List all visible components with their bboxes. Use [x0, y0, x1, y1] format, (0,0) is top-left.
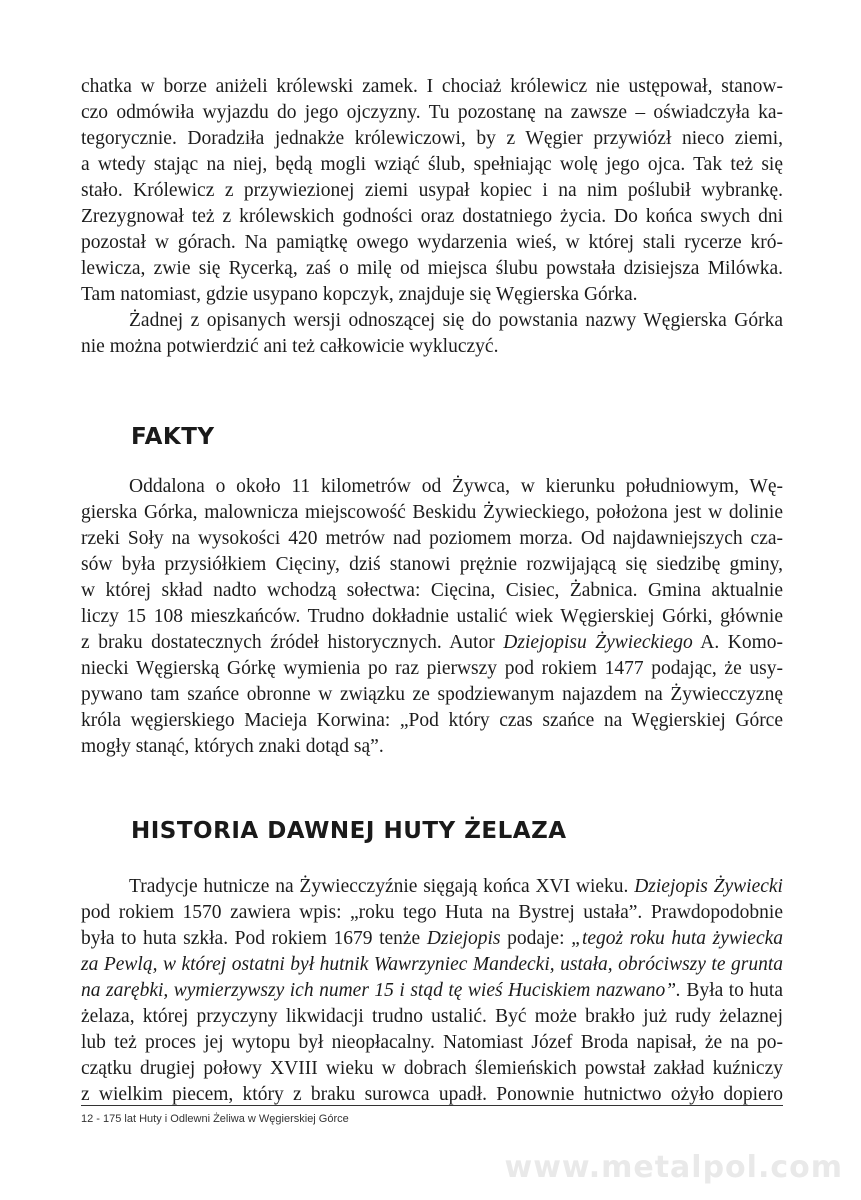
text-line: stało. Królewicz z przywiezionej ziemi usypał kopiec i na nim poślubił wybrankę.	[81, 180, 783, 201]
text-line: z braku dostatecznych źródeł historycznych. Autor Dziejopisu Żywieckiego A. Komo-	[81, 632, 784, 653]
historia-paragraph	[81, 874, 783, 1108]
text-line: w której skład nadto wchodzą sołectwa: Cięcina, Cisiec, Żabnica. Gmina aktualnie	[81, 580, 783, 601]
text-line: liczy 15 108 mieszkańców. Trudno dokładnie ustalić wiek Węgierskiej Górki, głównie	[81, 606, 783, 627]
text-line: była to huta szkła. Pod rokiem 1679 tenże Dziejopis podaje: „tegoż roku huta żywiecka	[81, 928, 784, 949]
section-heading-historia: HISTORIA DAWNEJ HUTY ŻELAZA	[131, 818, 567, 844]
watermark: www.metalpol.com	[504, 1150, 843, 1185]
text-line: chatka w borze aniżeli królewski zamek. I chociaż królewicz nie ustępował, stanow-	[81, 76, 783, 97]
text-line: Zrezygnował też z królewskich godności oraz dostatniego życia. Do końca swych dni	[81, 206, 783, 227]
text-line: Żadnej z opisanych wersji odnoszącej się do powstania nazwy Węgierska Górka	[129, 310, 783, 331]
text-line: na zarębki, wymierzywszy ich numer 15 i stąd tę wieś Huciskiem nazwano”. Była to huta	[81, 980, 784, 1001]
text-line: rzeki Soły na wysokości 420 metrów nad poziomem morza. Od najdawniejszych cza-	[81, 528, 783, 549]
quotation: na zarębki, wymierzywszy ich numer 15 i stąd tę wieś Huciskiem nazwano”.	[81, 980, 681, 1001]
footer-divider	[81, 1105, 783, 1106]
text-line: nie można potwierdzić ani też całkowicie wykluczyć.	[81, 336, 499, 357]
text-line: niecki Węgierską Górkę wymienia po raz pierwszy pod rokiem 1477 podając, że usy-	[81, 658, 783, 679]
text-line: mogły stanąć, których znaki dotąd są”.	[81, 736, 384, 757]
text-line: czo odmówiła wyjazdu do jego ojczyzny. Tu pozostanę na zawsze – oświadczyła ka-	[81, 102, 783, 123]
text-line: gierska Górka, malownicza miejscowość Beskidu Żywieckiego, położona jest w dolinie	[81, 502, 783, 523]
text-line	[81, 952, 783, 978]
text-line: Tam natomiast, gdzie usypano kopczyk, znajduje się Węgierska Górka.	[81, 284, 638, 305]
text-line: z wielkim piecem, który z braku surowca upadł. Ponownie hutnictwo ożyło dopiero	[81, 1084, 783, 1105]
book-title: Dziejopis	[426, 928, 501, 949]
text-line: Tradycje hutnicze na Żywiecczyźnie sięgają końca XVI wieku. Dziejopis Żywiecki	[129, 876, 783, 897]
text-line: lewicza, zwie się Rycerką, zaś o milę od miejsca ślubu powstała dzisiejsza Milówka.	[81, 258, 783, 279]
text-line: żelaza, której przyczyny likwidacji trudno ustalić. Być może brakło już rudy żelaznej	[81, 1006, 783, 1027]
quotation: „tegoż roku huta żywiecka	[571, 928, 784, 949]
text-line: sów była przysiółkiem Cięciny, dziś stanowi prężnie rozwijającą się siedzibę gminy,	[81, 554, 783, 575]
text-line: pywano tam szańce obronne w związku ze spodziewanym najazdem na Żywiecczyznę	[81, 684, 783, 705]
text-line: tegorycznie. Doradziła jednakże królewiczowi, by z Węgier przywiózł nieco ziemi,	[81, 128, 783, 149]
text-line: a wtedy stając na niej, będą mogli wziąć ślub, spełniając wolę jego ojca. Tak też się	[81, 154, 783, 175]
text-line: króla węgierskiego Macieja Korwina: „Pod który czas szańce na Węgierskiej Górce	[81, 710, 783, 731]
text-line: lub też proces jej wytopu był nieopłacalny. Natomiast Józef Broda napisał, że na po-	[81, 1032, 783, 1053]
book-title: Dziejopis Żywiecki	[634, 876, 783, 897]
text-line: pod rokiem 1570 zawiera wpis: „roku tego Huta na Bystrej ustała”. Prawdopodobnie	[81, 902, 783, 923]
text-line: pozostał w górach. Na pamiątkę owego wydarzenia wieś, w której stali rycerze kró-	[81, 232, 783, 253]
book-title: Dziejopisu Żywieckiego	[503, 632, 693, 653]
page-footer: 12 - 175 lat Huty i Odlewni Żeliwa w Węgierskiej Górce	[81, 1113, 349, 1125]
quotation: za Pewlą, w której ostatni był hutnik Wawrzyniec Mandecki, ustała, obróciwszy te grunta	[81, 954, 783, 975]
text-line: Oddalona o około 11 kilometrów od Żywca, w kierunku południowym, Wę-	[129, 476, 783, 497]
intro-paragraph	[81, 74, 783, 360]
text-line: czątku drugiej połowy XVIII wieku w dobrach ślemieńskich powstał zakład kuźniczy	[81, 1058, 783, 1079]
section-heading-fakty: FAKTY	[131, 424, 215, 450]
fakty-paragraph	[81, 474, 783, 760]
